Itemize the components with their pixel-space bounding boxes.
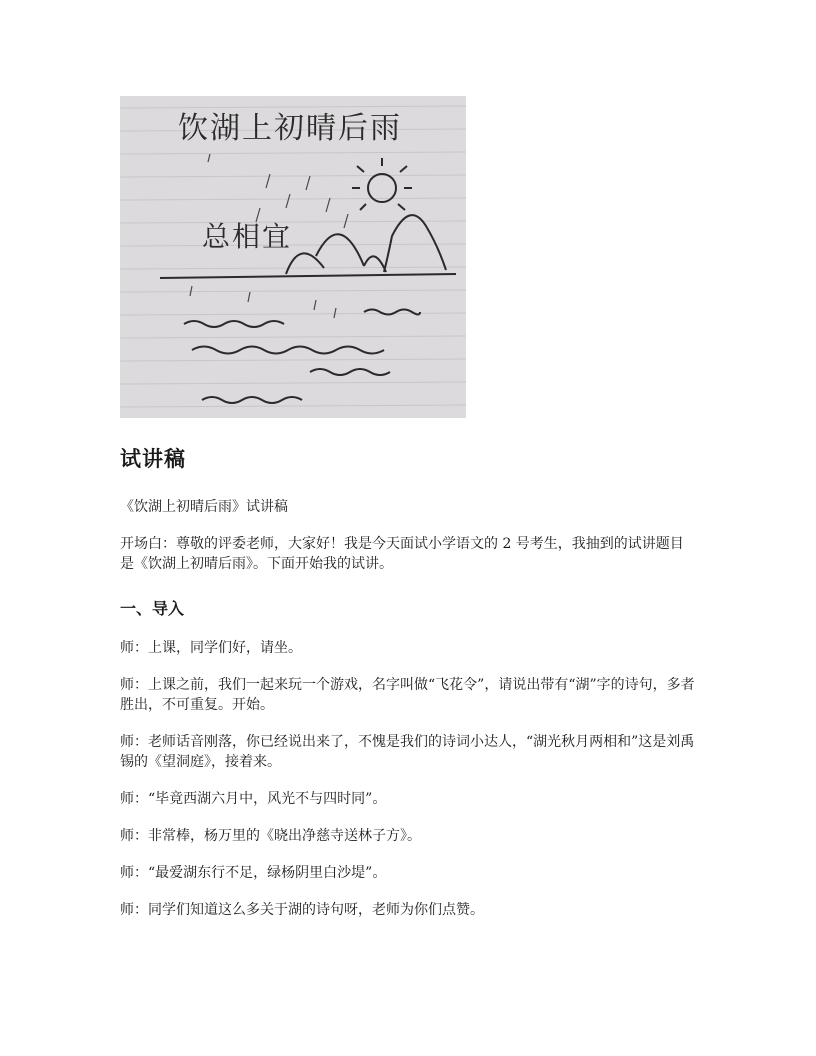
dialogue-line: 师：非常棒，杨万里的《晓出净慈寺送林子方》。 xyxy=(120,828,421,844)
dialogue-line: 师：“毕竟西湖六月中，风光不与四时同”。 xyxy=(120,791,387,807)
illustration-heading: 饮湖上初晴后雨 xyxy=(178,111,402,146)
dialogue-line: 师：同学们知道这么多关于湖的诗句呀，老师为你们点赞。 xyxy=(120,902,484,918)
dialogue-line: 师：上课，同学们好，请坐。 xyxy=(120,640,302,656)
dialogue-line: 师：“最爱湖东行不足，绿杨阴里白沙堤”。 xyxy=(120,865,387,881)
hand-drawn-illustration xyxy=(120,96,466,418)
dialogue-line: 师：上课之前，我们一起来玩一个游戏，名字叫做“飞花令”，请说出带有“湖”字的诗句，多者胜出，不可重复。开始。 xyxy=(120,677,695,713)
illustration-side-text: 总相宜 xyxy=(202,220,293,253)
document-page xyxy=(120,96,696,937)
document-subtitle: 《饮湖上初晴后雨》试讲稿 xyxy=(120,499,288,515)
dialogue-line: 师：老师话音刚落，你已经说出来了，不愧是我们的诗词小达人，“湖光秋月两相和”这是刘禹锡的《望洞庭》，接着来。 xyxy=(120,734,695,770)
document-title: 试讲稿 xyxy=(120,447,186,471)
opening-paragraph: 开场白：尊敬的评委老师，大家好！我是今天面试小学语文的 2 号考生，我抽到的试讲题目是《饮湖上初晴后雨》。下面开始我的试讲。 xyxy=(120,536,684,572)
section-heading-intro: 一、导入 xyxy=(120,599,185,618)
dialogue-list xyxy=(120,638,696,920)
